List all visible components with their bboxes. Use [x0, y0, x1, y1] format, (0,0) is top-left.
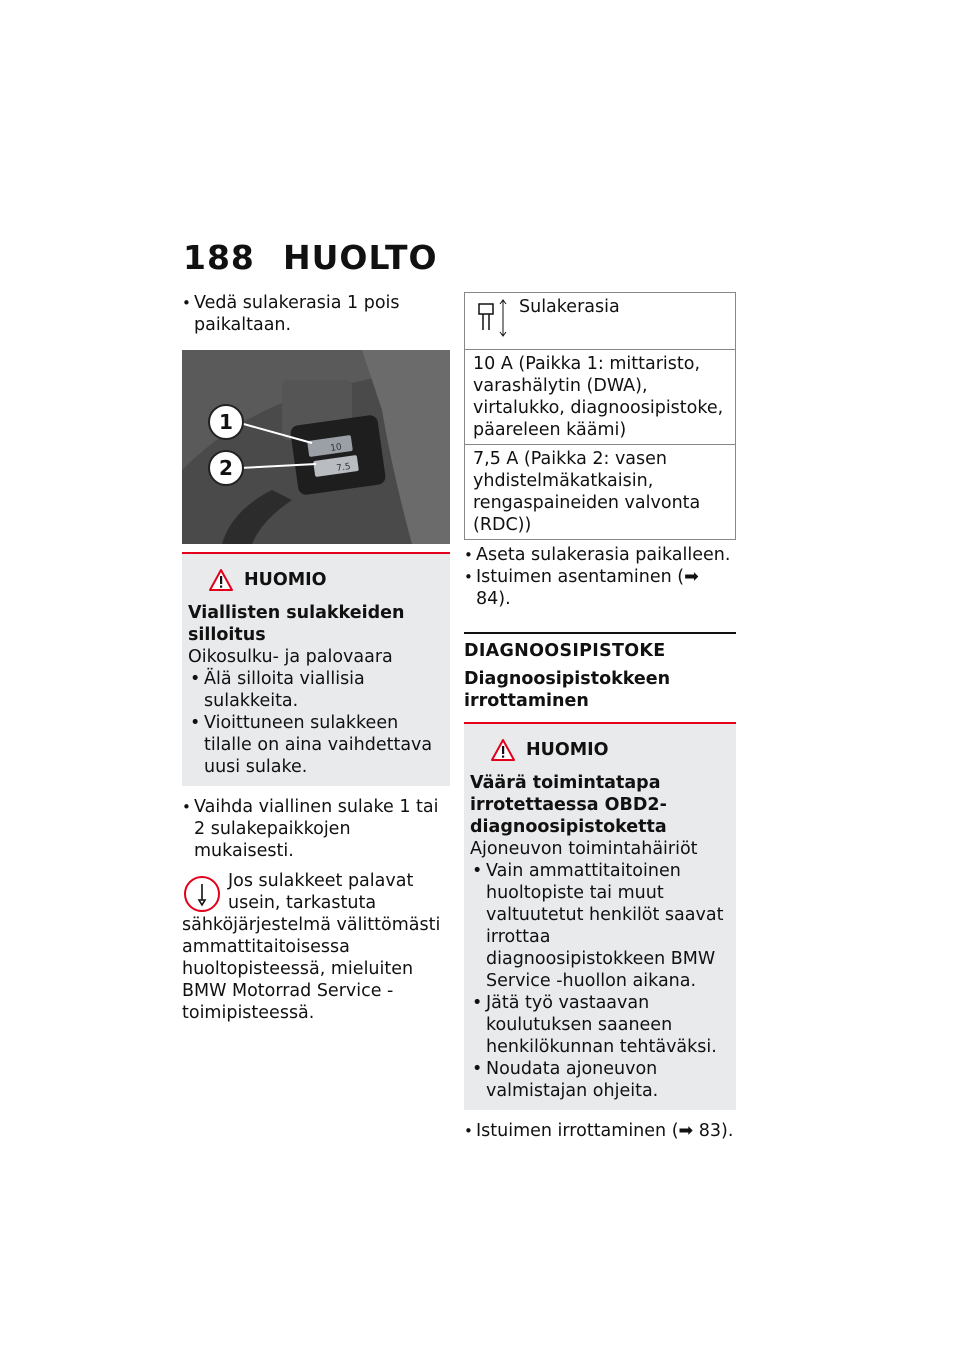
fuse-row-text: 7,5 A (Paikka 2: vasen yhdistelmäkatkaisin, rengaspaineiden valvonta (RDC)): [465, 445, 736, 540]
step-install-fusebox: • Aseta sulakerasia paikalleen.: [464, 544, 736, 566]
step-install-seat: • Istuimen asentaminen (➡ 84).: [464, 566, 736, 610]
fuse-row-text: 10 A (Paikka 1: mittaristo, varashälytin (DWA), virtalukko, diagnoosipistoke, päareleen käämi): [465, 350, 736, 445]
page-header: [183, 238, 438, 277]
fusebox-illustration: [182, 350, 450, 544]
table-row: [465, 445, 736, 540]
notice-box-obd: [464, 724, 736, 1110]
fuse-table: [464, 292, 736, 540]
notice-item: • Vain ammattitaitoinen huoltopiste tai muut valtuutetut henkilöt saavat irrottaa diagnoosipistokkeen BMW Service -huollon aikana.: [470, 860, 730, 992]
fuse-b-label: 7.5: [335, 462, 352, 474]
info-text: Jos sulakkeet palavat usein, tarkastuta sähköjärjestelmä välittömästi ammattitaitoisessa huoltopisteessä, mieluiten BMW Motorrad Service -toimipisteessä.: [182, 871, 441, 1023]
table-row: [465, 350, 736, 445]
subsection-title: Diagnoosipistokkeen irrottaminen: [464, 668, 736, 724]
callout-1: 1: [219, 410, 233, 434]
notice-item: • Noudata ajoneuvon valmistajan ohjeita.: [470, 1058, 730, 1102]
step-remove-seat: • Istuimen irrottaminen (➡ 83).: [464, 1120, 736, 1142]
notice-subtitle: Ajoneuvon toimintahäiriöt: [470, 839, 698, 859]
page-number: 188: [183, 238, 255, 277]
chapter-title: HUOLTO: [283, 238, 438, 277]
section-title: DIAGNOOSIPISTOKE: [464, 632, 736, 662]
notice-label: HUOMIO: [244, 570, 327, 590]
notice-label: HUOMIO: [526, 740, 609, 760]
fuse-a-label: 10: [329, 442, 343, 454]
warning-triangle-icon: [208, 568, 234, 592]
notice-box-bridging: [182, 552, 450, 786]
fuse-table-header: [465, 293, 736, 350]
step-replace-fuse: • Vaihda viallinen sulake 1 tai 2 sulakepaikkojen mukaisesti.: [182, 796, 450, 862]
notice-item: • Jätä työ vastaavan koulutuksen saaneen henkilökunnan tehtäväksi.: [470, 992, 730, 1058]
notice-item: • Älä silloita viallisia sulakkeita.: [188, 668, 444, 712]
warning-triangle-icon: [490, 738, 516, 762]
fuse-table-title: Sulakerasia: [519, 297, 620, 317]
notice-head: [208, 568, 444, 592]
info-pen-icon: [182, 874, 222, 914]
notice-subtitle: Oikosulku- ja palovaara: [188, 647, 393, 667]
notice-title: Viallisten sulakkeiden silloitus: [188, 603, 405, 645]
right-column: [464, 292, 736, 1142]
notice-item: • Vioittuneen sulakkeen tilalle on aina vaihdettava uusi sulake.: [188, 712, 444, 778]
fusebox-photo: [182, 350, 450, 544]
info-block: [182, 870, 450, 1024]
notice-title: Väärä toimintatapa irrotettaessa OBD2-diagnoosipistoketta: [470, 773, 667, 837]
fuse-icon: [473, 296, 513, 340]
callout-2: 2: [219, 456, 233, 480]
notice-head: [490, 738, 730, 762]
step-remove-fusebox: • Vedä sulakerasia 1 pois paikaltaan.: [182, 292, 450, 336]
left-column: [182, 292, 450, 1024]
